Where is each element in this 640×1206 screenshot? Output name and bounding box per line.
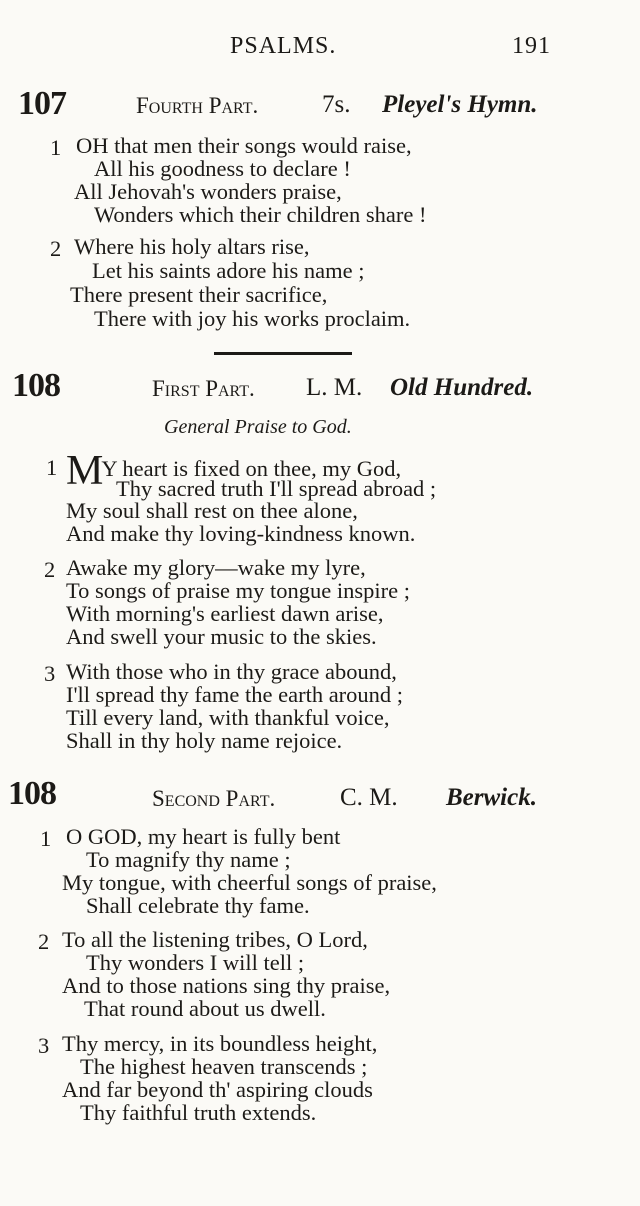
verse-line: My tongue, with cheerful songs of praise,	[62, 870, 437, 895]
page-number: 191	[512, 33, 551, 59]
hymn-tune: Pleyel's Hymn.	[382, 91, 538, 118]
verse-line: Let his saints adore his name ;	[92, 258, 365, 283]
verse-line: I'll spread thy fame the earth around ;	[66, 682, 404, 707]
verse-line: And far beyond th' aspiring clouds	[62, 1077, 373, 1102]
verse-number: 3	[44, 661, 56, 686]
drop-cap: M	[66, 448, 104, 494]
verse-line: Thy mercy, in its boundless height,	[62, 1031, 378, 1056]
verse-number: 1	[40, 826, 52, 851]
verse-line: Thy faithful truth extends.	[80, 1100, 317, 1125]
verse-line: My soul shall rest on thee alone,	[66, 498, 358, 523]
verse-line: Shall in thy holy name rejoice.	[66, 728, 343, 753]
hymn-part: First Part.	[152, 376, 255, 401]
verse-line: To all the listening tribes, O Lord,	[62, 927, 368, 952]
hymn-meter: L. M.	[306, 374, 363, 401]
verse-number: 3	[38, 1033, 50, 1058]
verse-line: O GOD, my heart is fully bent	[66, 824, 341, 849]
verse-line: There present their sacrifice,	[70, 282, 328, 307]
verse-line-rest: Y heart is fixed on thee, my God,	[101, 456, 402, 481]
verse-line: OH that men their songs would raise,	[76, 133, 412, 158]
verse-line: Awake my glory—wake my lyre,	[66, 555, 366, 580]
hymn-meter: C. M.	[340, 784, 398, 811]
verse-number: 2	[50, 236, 62, 261]
verse-line: With those who in thy grace abound,	[66, 659, 397, 684]
verse-line: With morning's earliest dawn arise,	[66, 601, 384, 626]
verse-line: Where his holy altars rise,	[74, 234, 310, 259]
verse-number: 1	[46, 455, 58, 480]
hymn-part: Fourth Part.	[136, 93, 259, 118]
hymn-part: Second Part.	[152, 786, 276, 811]
hymn-tune: Berwick.	[446, 784, 537, 811]
verse-line: Shall celebrate thy fame.	[86, 893, 310, 918]
verse-line: All Jehovah's wonders praise,	[74, 179, 342, 204]
hymn-number: 108	[8, 775, 56, 812]
section-divider	[214, 352, 352, 355]
verse-number: 2	[44, 557, 56, 582]
verse-line: Thy sacred truth I'll spread abroad ;	[116, 476, 437, 501]
verse-number: 1	[50, 135, 62, 160]
verse-line: That round about us dwell.	[84, 996, 326, 1021]
running-head-title: PSALMS.	[230, 33, 337, 59]
verse-line: And swell your music to the skies.	[66, 624, 377, 649]
verse-line: And to those nations sing thy praise,	[62, 973, 391, 998]
verse-line: To songs of praise my tongue inspire ;	[66, 578, 411, 603]
verse-line: There with joy his works proclaim.	[94, 306, 411, 331]
hymn-number: 107	[18, 85, 66, 122]
verse-line: Thy wonders I will tell ;	[86, 950, 305, 975]
verse-line: And make thy loving-kindness known.	[66, 521, 416, 546]
verse-line: The highest heaven transcends ;	[80, 1054, 368, 1079]
hymn-tune: Old Hundred.	[390, 374, 534, 401]
hymn-subtitle: General Praise to God.	[164, 416, 352, 438]
verse-line: Till every land, with thankful voice,	[66, 705, 390, 730]
verse-line: Wonders which their children share !	[94, 202, 427, 227]
verse-line: To magnify thy name ;	[86, 847, 291, 872]
verse-line: All his goodness to declare !	[94, 156, 351, 181]
hymn-number: 108	[12, 367, 60, 404]
verse-number: 2	[38, 929, 50, 954]
hymn-meter: 7s.	[322, 91, 351, 118]
